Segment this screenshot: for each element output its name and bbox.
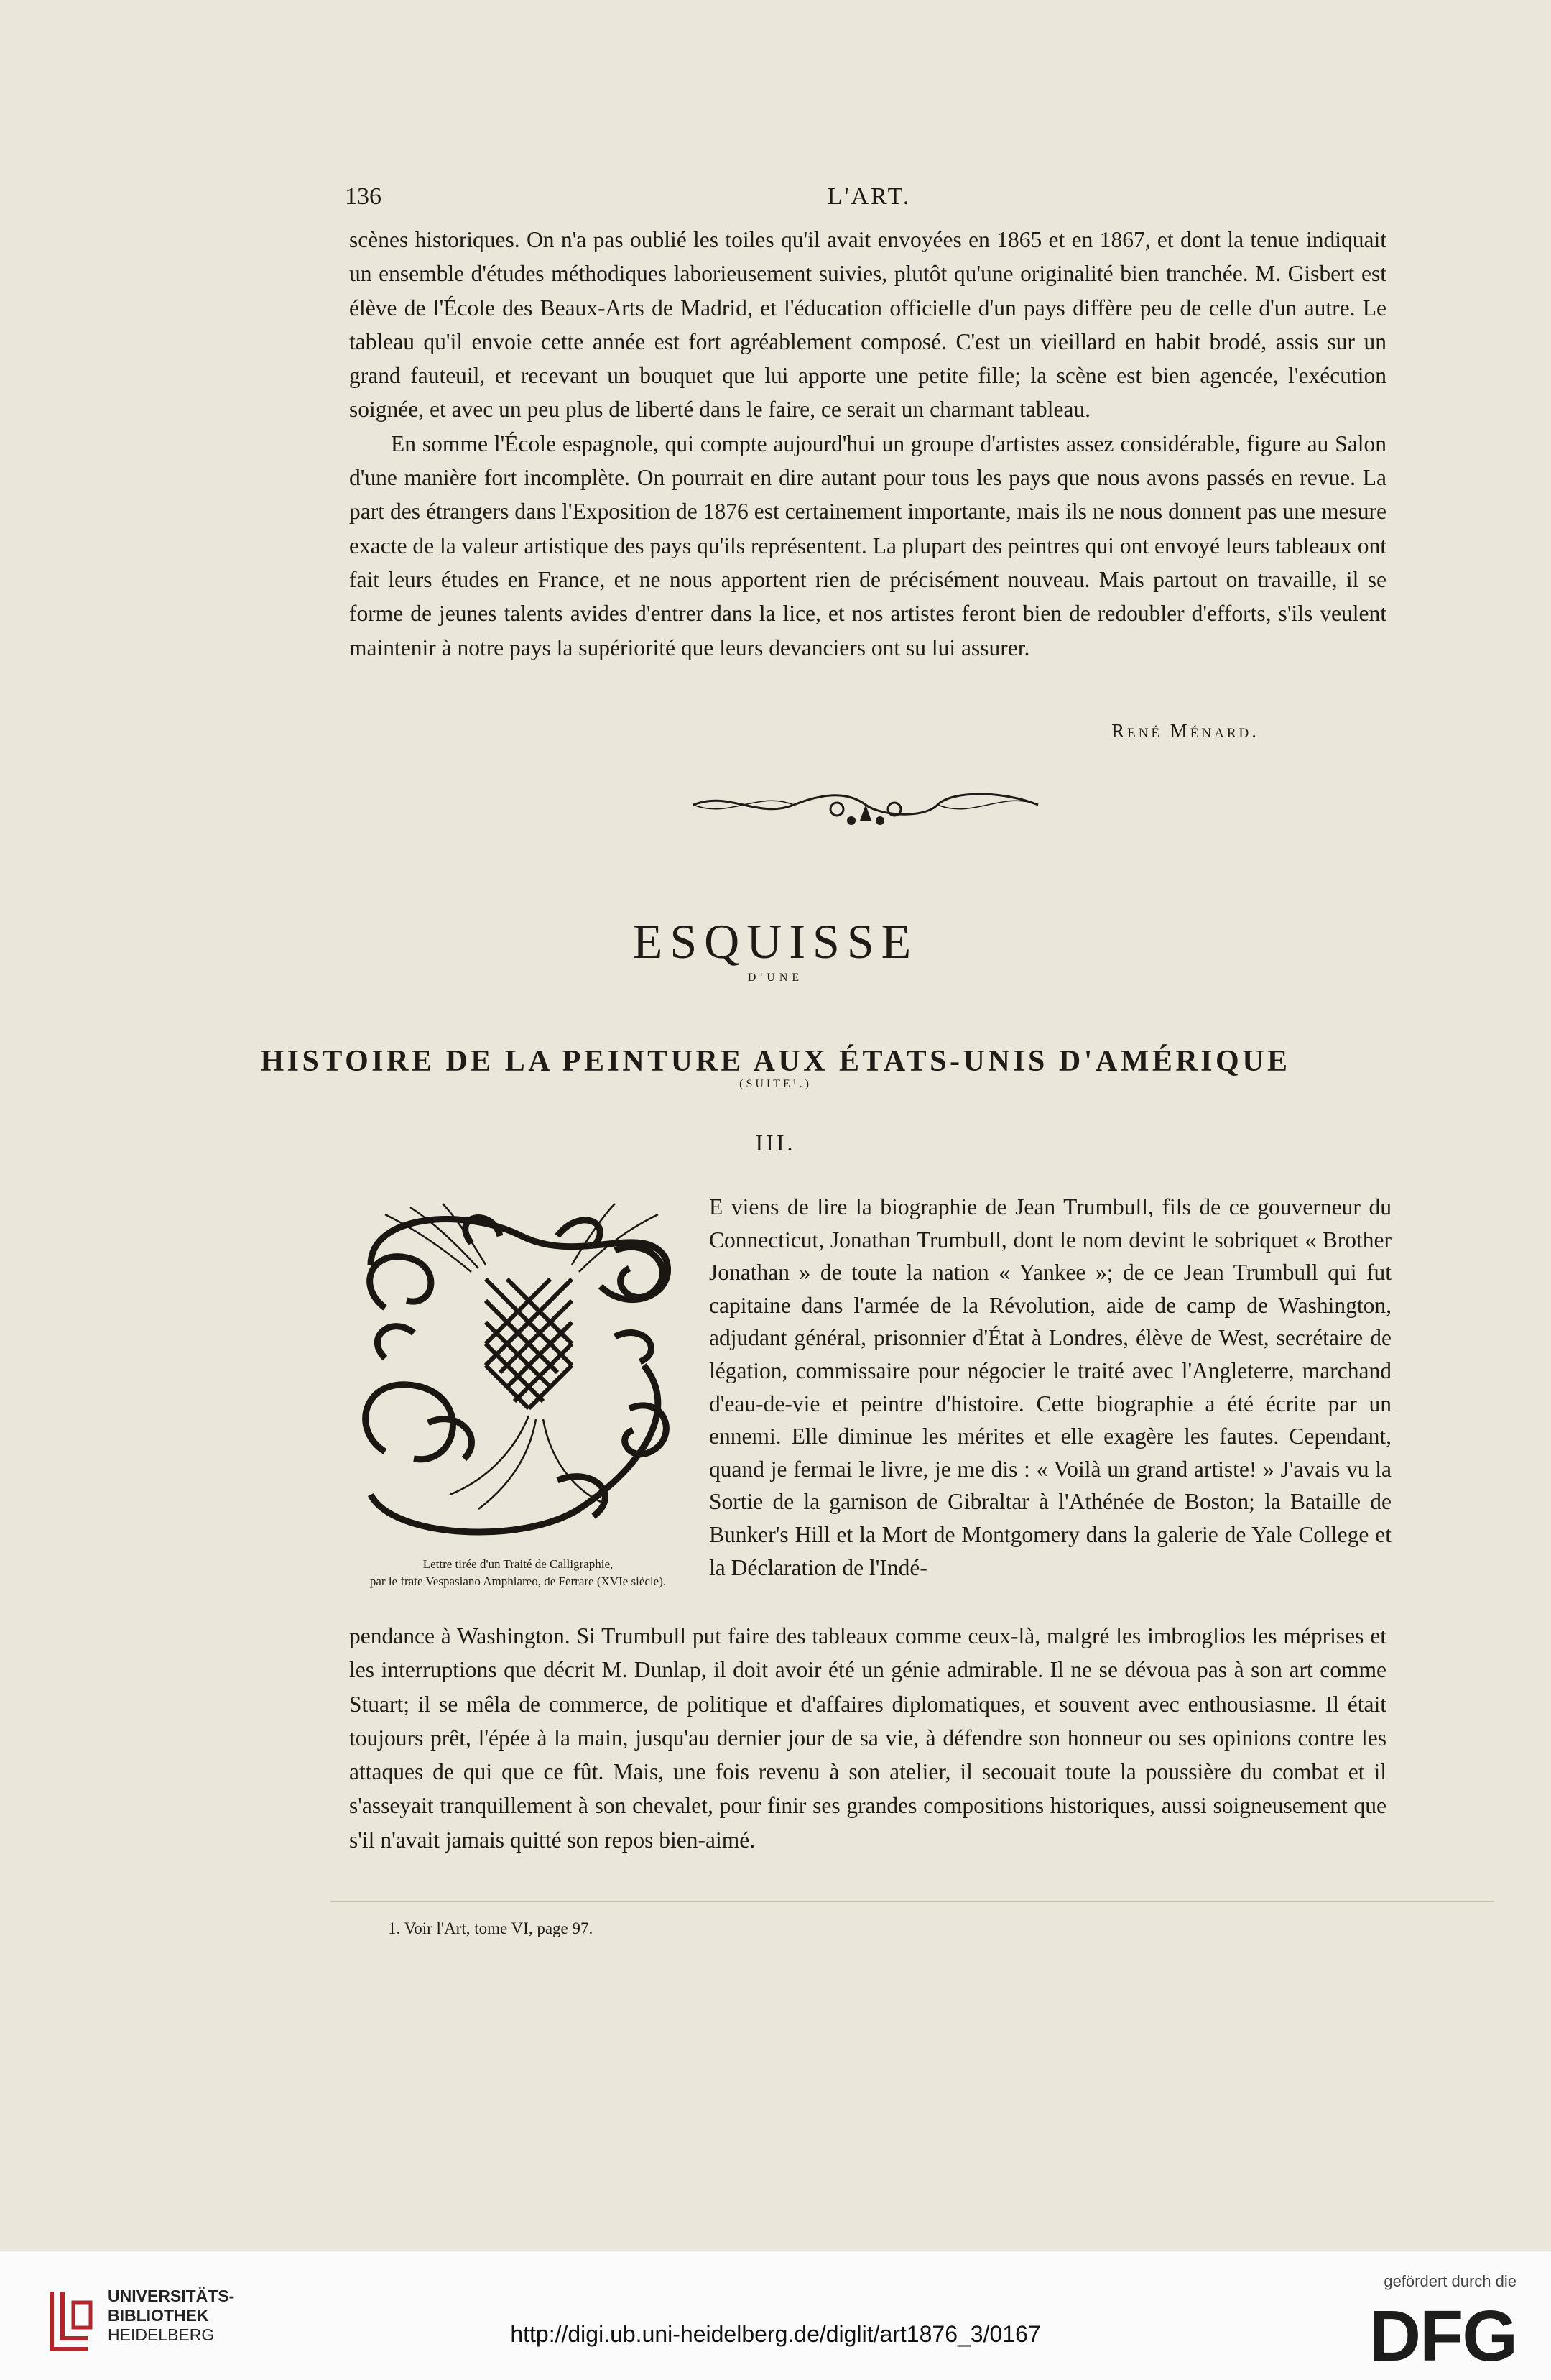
essay-subtitle: HISTOIRE DE LA PEINTURE AUX ÉTATS-UNIS D'AMÉRIQUE bbox=[260, 1044, 1291, 1078]
viewer-footer bbox=[0, 2251, 1551, 2380]
dfg-logo[interactable]: DFG bbox=[1369, 2296, 1517, 2376]
paragraph: scènes historiques. On n'a pas oublié les toiles qu'il avait envoyées en 1865 et en 1867, et dont la tenue indiquait un ensemble d'études méthodiques laborieusement suivies, plutôt qu'une originalité bien tranchée. M. Gisbert est élève de l'École des Beaux-Arts de Madrid, et l'éducation officielle d'un pays diffère peu de celle d'un autre. Le tableau qu'il envoie cette année est fort agréablement composé. C'est un vieillard en habit brodé, assis sur un grand fauteuil, et recevant un bouquet que lui apporte une petite fille; la scène est bien agencée, l'exécution soignée, et avec un peu plus de liberté dans le faire, ce serait un charmant tableau. bbox=[349, 227, 1386, 423]
essay-title: ESQUISSE bbox=[632, 913, 919, 969]
footnote-rule bbox=[330, 1901, 1494, 1902]
footnote: 1. Voir l'Art, tome VI, page 97. bbox=[388, 1919, 593, 1937]
essay-preposition: D'UNE bbox=[747, 972, 804, 984]
library-line: HEIDELBERG bbox=[108, 2325, 215, 2344]
continued-note: (SUITE¹.) bbox=[739, 1078, 812, 1090]
caption-line: Lettre tirée d'un Traité de Calligraphie, bbox=[422, 1557, 614, 1571]
funded-by-label: gefördert durch die bbox=[1384, 2272, 1517, 2290]
author-signature: René Ménard. bbox=[1111, 720, 1259, 742]
caption-line: par le frate Vespasiano Amphiareo, de Ferrare (XVIe siècle). bbox=[369, 1574, 667, 1588]
text-block-1 bbox=[349, 223, 1386, 665]
page-number: 136 bbox=[345, 183, 381, 210]
journal-title: L'ART. bbox=[827, 183, 912, 210]
section-number: III. bbox=[755, 1130, 796, 1156]
paragraph: pendance à Washington. Si Trumbull put faire des tableaux comme ceux-là, malgré les imbroglios les méprises et les interruptions que décrit M. Dunlap, il doit avoir été un génie admirable. Il ne se dévoua pas à son art comme Stuart; il se mêla de commerce, de politique et d'affaires diplomatiques, et souvent avec enthousiasme. Il était toujours prêt, l'épée à la main, jusqu'au dernier jour de sa vie, à défendre son honneur ou ses opinions contre les attaques de qui que ce fût. Mais, une fois revenu à son atelier, il secouait toute la poussière du combat et il s'asseyait tranquillement à son chevalet, pour finir ses grandes compositions historiques, aussi soigneusement que s'il n'avait jamais quitté son repos bien-aimé. bbox=[349, 1623, 1386, 1853]
full-width-text bbox=[349, 1619, 1386, 1857]
running-head bbox=[345, 183, 1394, 226]
paragraph: E viens de lire la biographie de Jean Trumbull, fils de ce gouverneur du Connecticut, Jonathan Trumbull, dont le nom devint le sobriquet « Brother Jonathan » de toute la nation « Yankee »; de ce Jean Trumbull qui fut capitaine dans l'armée de la Révolution, aide de camp de Washington, adjudant général, prisonnier d'État à Londres, élève de West, secrétaire de légation, commissaire pour négocier le traité avec l'Angleterre, marchand d'eau-de-vie et peintre d'histoire. Cette biographie a été écrite par un ennemi. Elle diminue les mérites et elle exagère les fautes. Cependant, quand je fermai le livre, je me dis : « Voilà un grand artiste! » J'avais vu la Sortie de la garnison de Gibraltar à l'Athénée de Boston; la Bataille de Bunker's Hill et la Mort de Montgomery dans la galerie de Yale College et la Déclaration de l'Indé- bbox=[709, 1194, 1392, 1580]
calligraphic-drop-cap bbox=[342, 1193, 693, 1552]
fleuron-ornament bbox=[686, 776, 1045, 834]
drop-cap-caption bbox=[342, 1556, 694, 1590]
column-text bbox=[709, 1191, 1392, 1584]
paragraph: En somme l'École espagnole, qui compte aujourd'hui un groupe d'artistes assez considérable, figure au Salon d'une manière fort incomplète. On pourrait en dire autant pour tous les pays que nous avons passés en revue. La part des étrangers dans l'Exposition de 1876 est certainement importante, mais ils ne nous donnent pas une mesure exacte de la valeur artistique des pays qu'ils représentent. La plupart des peintres qui ont envoyé leurs tableaux ont fait leurs études en France, et ne nous apportent rien de précisément nouveau. Mais partout on travaille, il se forme de jeunes talents avides d'entrer dans la lice, et nos artistes feront bien de redoubler d'efforts, s'ils veulent maintenir à notre pays la supériorité que leurs devanciers ont su lui assurer. bbox=[349, 430, 1386, 660]
permalink-url[interactable]: http://digi.ub.uni-heidelberg.de/diglit/art1876_3/0167 bbox=[510, 2321, 1041, 2347]
library-line: UNIVERSITÄTS- bbox=[108, 2287, 235, 2305]
library-line: BIBLIOTHEK bbox=[108, 2306, 209, 2325]
